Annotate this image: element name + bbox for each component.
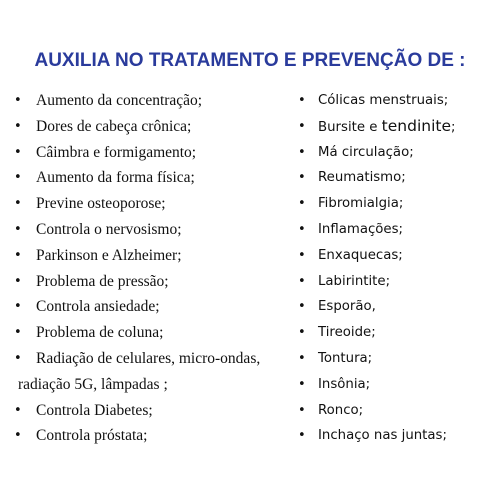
list-item: • Labirintite; — [298, 269, 493, 295]
list-item: • Dores de cabeça crônica; — [12, 114, 297, 140]
list-item: • Problema de pressão; — [12, 269, 297, 295]
list-item-tail: ; — [451, 119, 456, 135]
bullet-icon: • — [298, 402, 306, 418]
list-item: • Tontura; — [298, 346, 493, 372]
bullet-icon: • — [298, 247, 306, 263]
list-item: • Reumatismo; — [298, 165, 493, 191]
page-title: AUXILIA NO TRATAMENTO E PREVENÇÃO DE : — [34, 50, 466, 71]
list-item: • Problema de coluna; — [12, 320, 297, 346]
list-item-text: Bursite e — [318, 119, 382, 135]
list-item: • Enxaquecas; — [298, 243, 493, 269]
list-item: • Tireoide; — [298, 320, 493, 346]
bullet-icon: • — [298, 118, 306, 134]
list-item: • Parkinson e Alzheimer; — [12, 243, 297, 269]
list-item: • Má circulação; — [298, 140, 493, 166]
list-item: • Previne osteoporose; — [12, 191, 297, 217]
list-item-continuation: radiação 5G, lâmpadas ; — [18, 375, 168, 393]
bullet-icon: • — [298, 273, 306, 289]
bullet-icon: • — [14, 350, 22, 366]
bullet-icon: • — [298, 144, 306, 160]
bullet-icon: • — [14, 93, 22, 108]
bullet-icon: • — [298, 325, 306, 341]
bullet-icon: • — [14, 325, 22, 341]
bullet-icon: • — [298, 299, 306, 315]
bullet-icon: • — [14, 299, 22, 315]
list-item: • Fibromialgia; — [298, 191, 493, 217]
list-item — [298, 114, 493, 140]
list-item: • Cólicas menstruais; — [298, 88, 493, 114]
list-item: • Inchaço nas juntas; — [298, 423, 493, 449]
list-item: • Ronco; — [298, 398, 493, 424]
bullet-icon: • — [298, 170, 306, 186]
left-column — [12, 88, 297, 449]
bullet-icon: • — [14, 170, 22, 186]
bullet-icon: • — [298, 428, 306, 444]
bullet-icon: • — [14, 221, 22, 237]
list-item: • Controla o nervosismo; — [12, 217, 297, 243]
list-item-emphasis: tendinite — [381, 116, 451, 135]
right-column — [298, 88, 493, 449]
list-item: • Controla próstata; — [12, 423, 297, 449]
bullet-icon: • — [298, 93, 306, 108]
bullet-icon: • — [14, 273, 22, 289]
bullet-icon: • — [14, 196, 22, 212]
bullet-icon: • — [298, 350, 306, 366]
list-item: • Aumento da forma física; — [12, 165, 297, 191]
bullet-icon: • — [298, 221, 306, 237]
list-item: • Controla Diabetes; — [12, 398, 297, 424]
list-item: • Esporão, — [298, 294, 493, 320]
list-item: • Câimbra e formigamento; — [12, 140, 297, 166]
list-item: • Radiação de celulares, micro-ondas, — [12, 346, 297, 372]
bullet-icon: • — [298, 376, 306, 392]
list-item: • Inflamações; — [298, 217, 493, 243]
list-item: • Insônia; — [298, 372, 493, 398]
bullet-icon: • — [14, 428, 22, 444]
bullet-icon: • — [14, 144, 22, 160]
bullet-icon: • — [298, 196, 306, 212]
bullet-icon: • — [14, 247, 22, 263]
bullet-icon: • — [14, 118, 22, 134]
bullet-icon: • — [14, 402, 22, 418]
list-item: • Controla ansiedade; — [12, 294, 297, 320]
list-item: • Aumento da concentração; — [12, 88, 297, 114]
